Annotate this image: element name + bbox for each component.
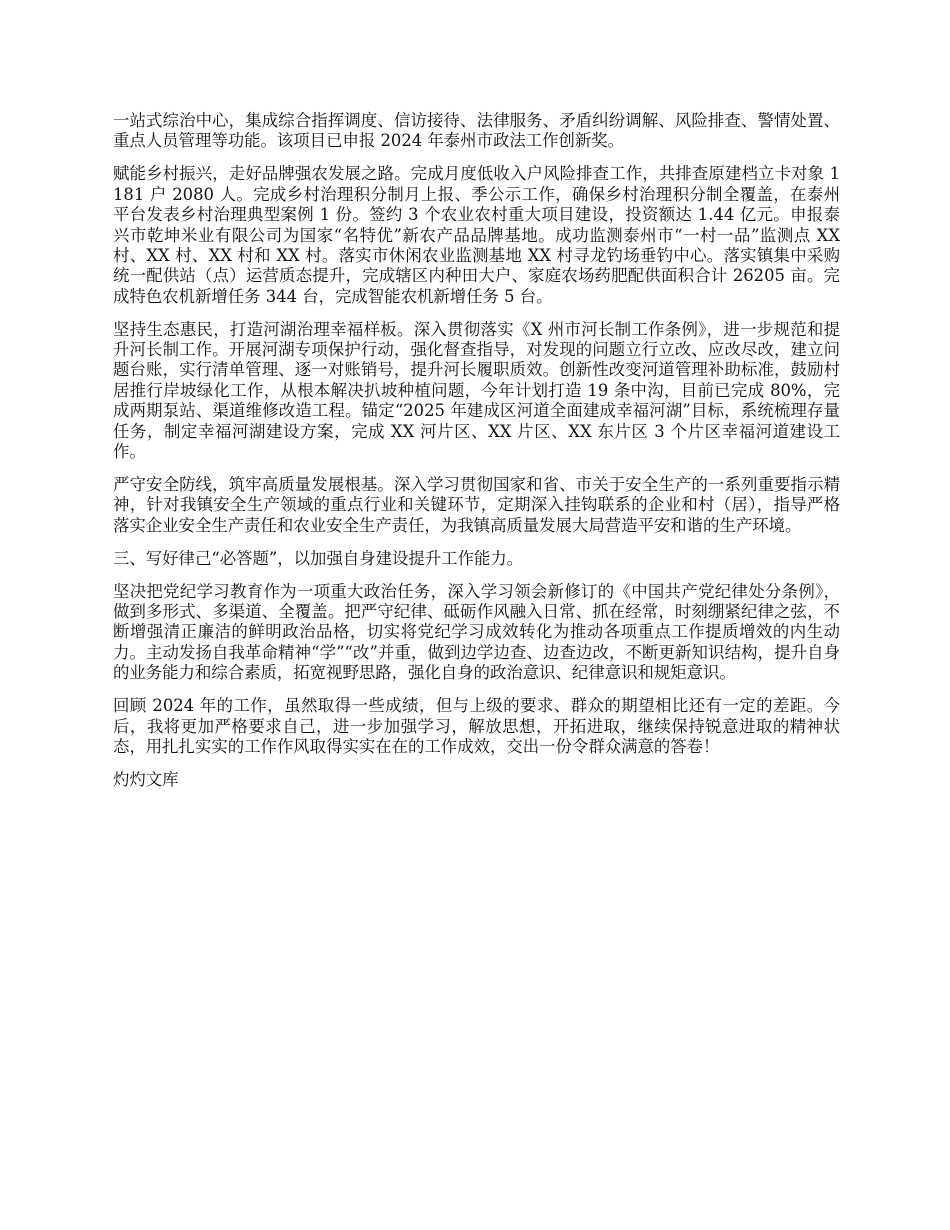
paragraph-party-discipline: 坚决把党纪学习教育作为一项重大政治任务，深入学习领会新修订的《中国共产党纪律处分条例》，做到多形式、多渠道、全覆盖。把严守纪律、砥砺作风融入日常、抓在经常，时刻绷紧纪律之弦，不断增强清正廉洁的鲜明政治品格，切实将党纪学习成效转化为推动各项重点工作提质增效的内生动力。主动发扬自我革命精神“学”“改”并重，做到边学边查、边查边改，不断更新知识结构，提升自身的业务能力和综合素质，拓宽视野思路，强化自身的政治意识、纪律意识和规矩意识。 — [113, 581, 840, 683]
paragraph-review-2024: 回顾 2024 年的工作，虽然取得一些成绩，但与上级的要求、群众的期望相比还有一定的差距。今后，我将更加严格要求自己，进一步加强学习，解放思想，开拓进取，继续保持锐意进取的精神状态，用扎扎实实的工作作风取得实实在在的工作成效，交出一份令群众满意的答卷！ — [113, 696, 840, 756]
paragraph-safety-production: 严守安全防线，筑牢高质量发展根基。深入学习贯彻国家和省、市关于安全生产的一系列重要指示精神，针对我镇安全生产领域的重点行业和关键环节，定期深入挂钩联系的企业和村（居），指导严格落实企业安全生产责任和农业安全生产责任，为我镇高质量发展大局营造平安和谐的生产环境。 — [113, 475, 840, 535]
section-heading-self-discipline: 三、写好律己“必答题”，以加强自身建设提升工作能力。 — [113, 548, 524, 568]
paragraph-rural-revitalization: 赋能乡村振兴，走好品牌强农发展之路。完成月度低收入户风险排查工作，共排查原建档立卡对象 1181 户 2080 人。完成乡村治理积分制月上报、季公示工作，确保乡村治理积分制全覆盖，在泰州平台发表乡村治理典型案例 1 份。签约 3 个农业农村重大项目建设，投资额达 1.44 亿元。申报泰兴市乾坤米业有限公司为国家“名特优”新农产品品牌基地。成功监测泰州市“一村一品”监测点 XX 村、XX 村、XX 村和 XX 村。落实市休闲农业监测基地 XX 村寻龙钓场垂钓中心。落实镇集中采购统一配供站（点）运营质态提升，完成辖区内种田大户、家庭农场药肥配供面积合计 26205 亩。完成特色农机新增任务 344 台，完成智能农机新增任务 5 台。 — [113, 164, 840, 306]
paragraph-river-governance: 坚持生态惠民，打造河湖治理幸福样板。深入贯彻落实《X 州市河长制工作条例》，进一步规范和提升河长制工作。开展河湖专项保护行动，强化督查指导，对发现的问题立行立改、应改尽改，建立问题台账，实行清单管理、逐一对账销号，提升河长履职质效。创新性改变河道管理补助标准，鼓励村居推行岸坡绿化工作，从根本解决扒坡种植问题，今年计划打造 19 条中沟，目前已完成 80%，完成两期泵站、渠道维修改造工程。锚定“2025 年建成区河道全面建成幸福河湖”目标，系统梳理存量任务，制定幸福河湖建设方案，完成 XX 河片区、XX 片区、XX 东片区 3 个片区幸福河道建设工作。 — [113, 319, 840, 462]
document-body — [113, 111, 840, 790]
document-signature: 灼灼文库 — [113, 769, 179, 789]
paragraph-comprehensive-center: 一站式综治中心，集成综合指挥调度、信访接待、法律服务、矛盾纠纷调解、风险排查、警情处置、重点人员管理等功能。该项目已申报 2024 年泰州市政法工作创新奖。 — [113, 111, 840, 151]
